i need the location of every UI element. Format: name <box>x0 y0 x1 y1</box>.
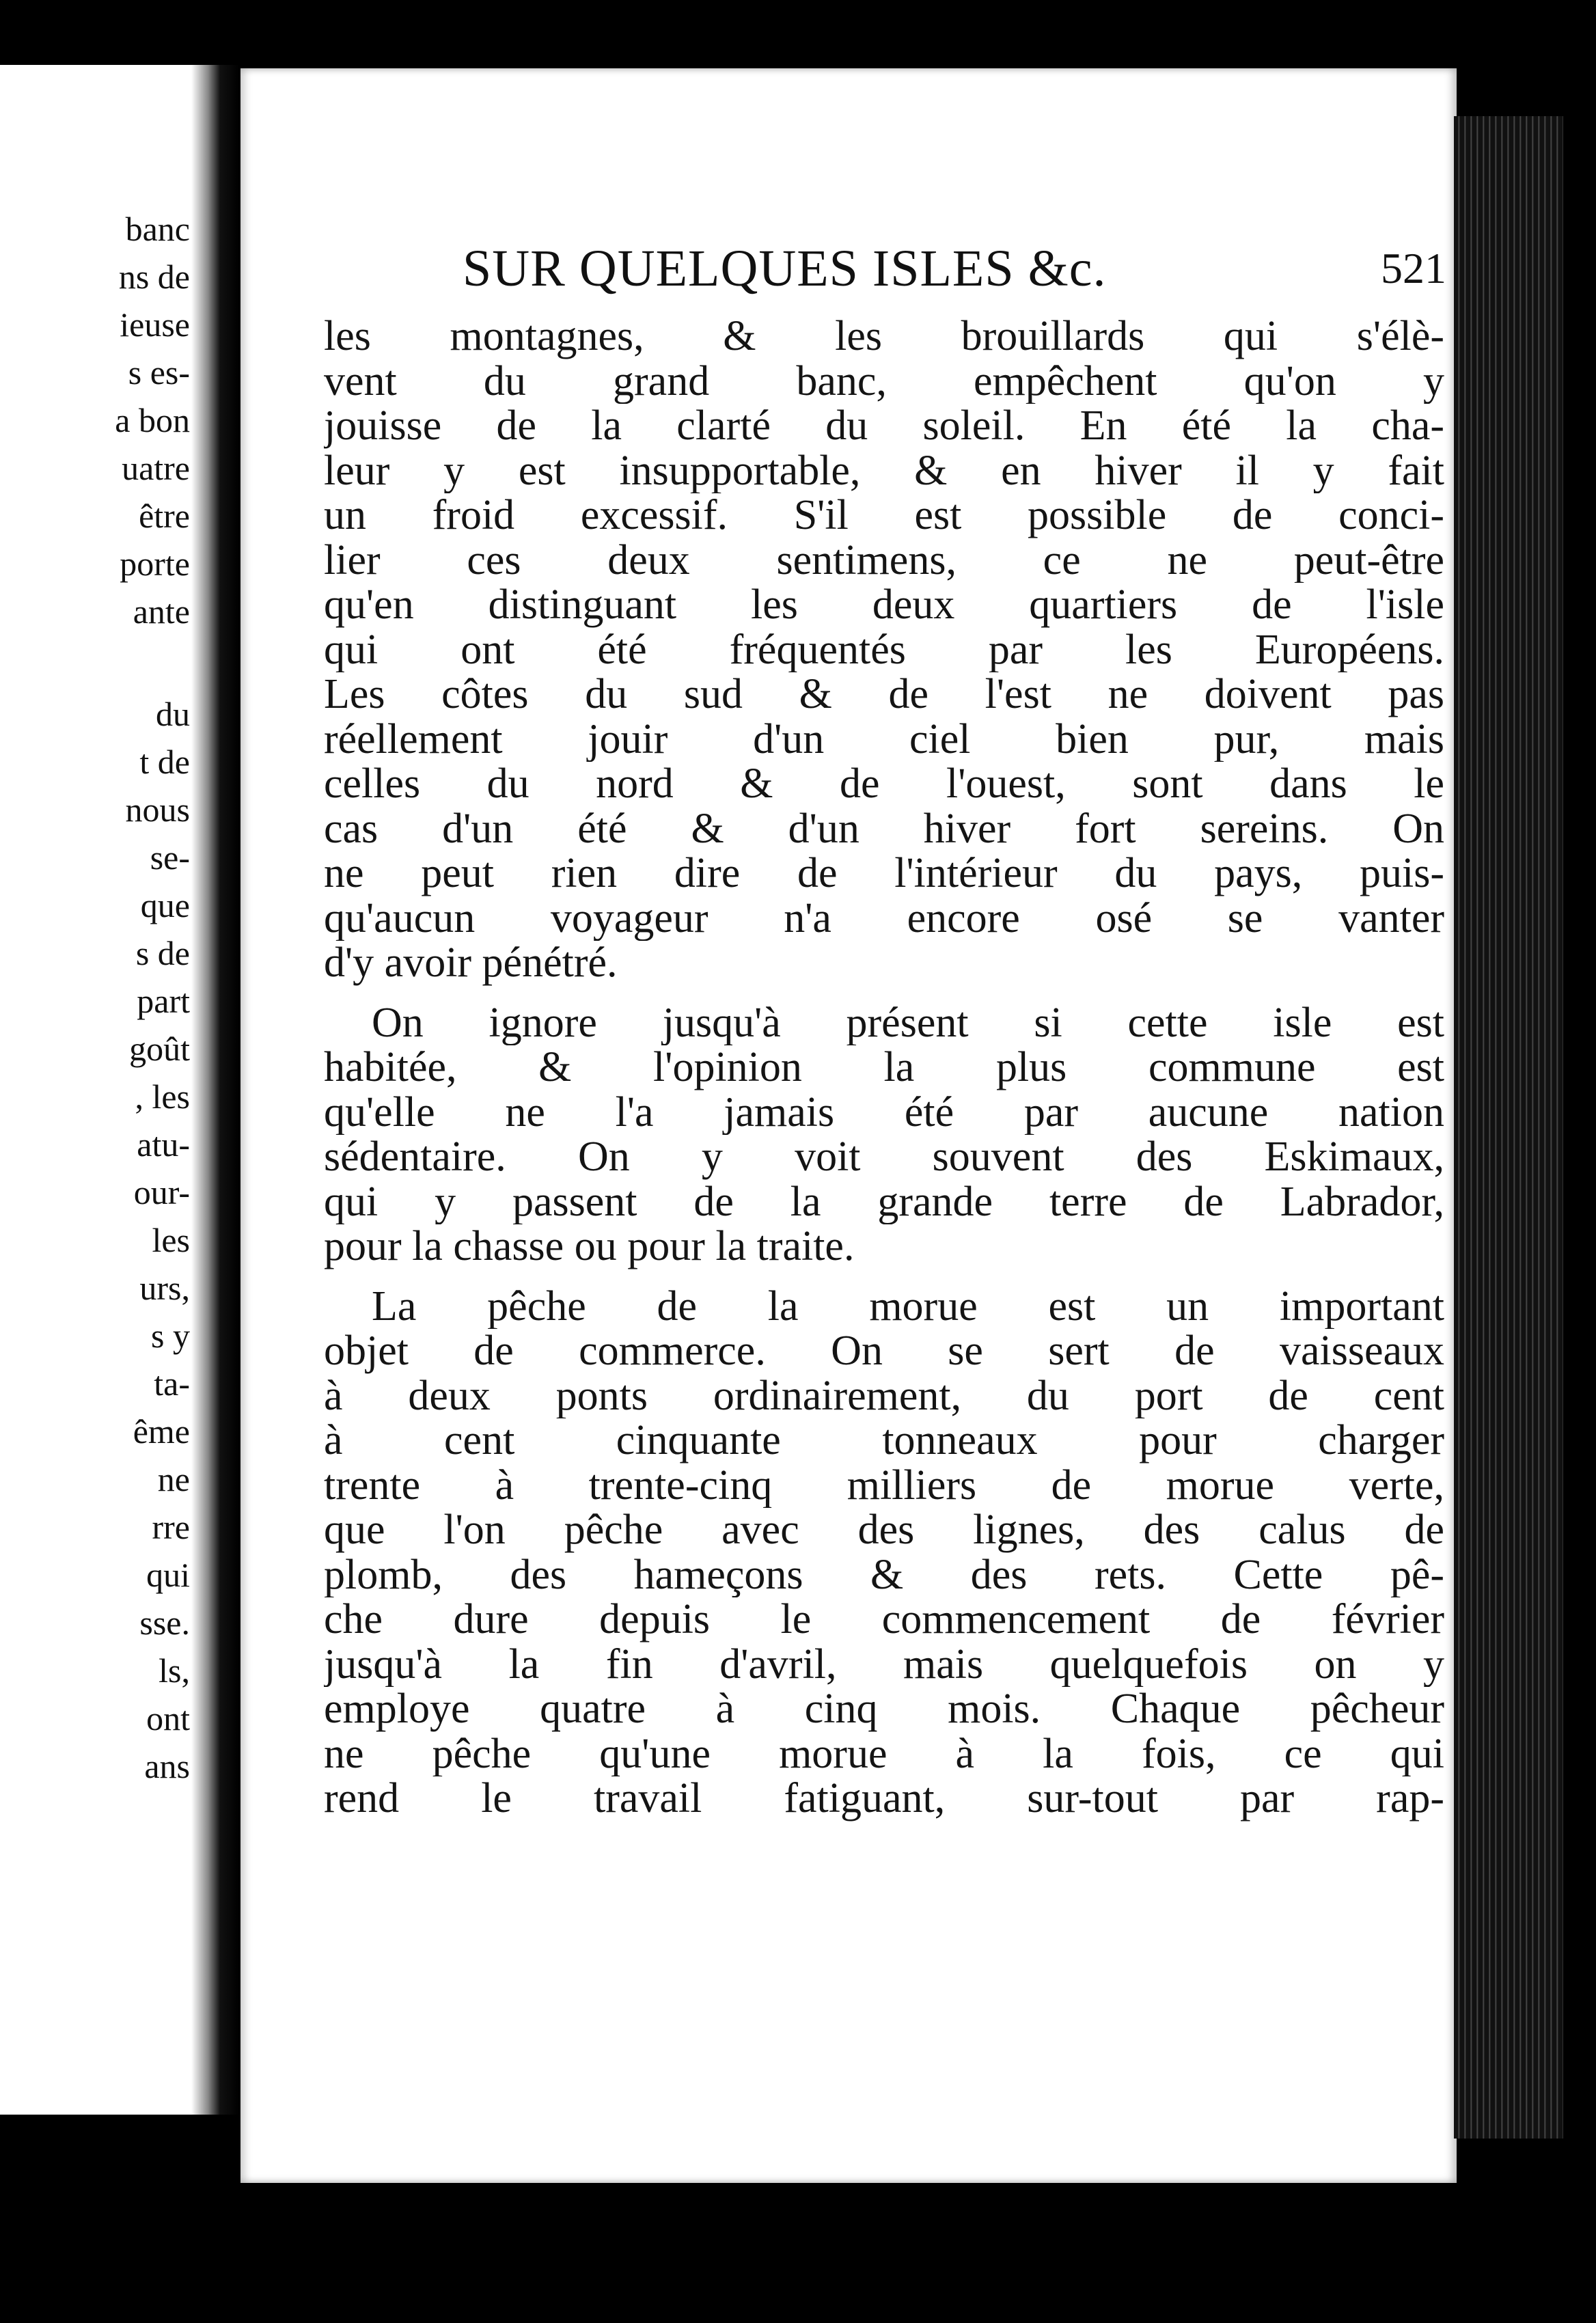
text-line: objet de commerce. On se sert de vaisseaux <box>324 1329 1444 1374</box>
left-page-line-fragment: ta- <box>154 1364 190 1403</box>
left-page-line-fragment: nous <box>125 791 190 829</box>
left-page-line-fragment: ont <box>146 1699 190 1737</box>
left-facing-page <box>0 65 202 2115</box>
text-line: habitée, & l'opinion la plus commune est <box>324 1045 1444 1090</box>
left-page-line-fragment: être <box>139 497 190 535</box>
left-page-line-fragment: s es- <box>128 353 190 391</box>
left-page-line-fragment: s de <box>135 934 190 972</box>
text-line: plomb, des hameçons & des rets. Cette pê- <box>324 1552 1444 1597</box>
text-line: vent du grand banc, empêchent qu'on y <box>324 359 1444 404</box>
text-line: un froid excessif. S'il est possible de conci- <box>324 493 1444 538</box>
left-page-line-fragment: ieuse <box>120 305 190 344</box>
left-page-line-fragment: our- <box>133 1173 190 1211</box>
left-page-line-fragment: sse. <box>139 1604 190 1642</box>
left-page-line-fragment: qui <box>146 1556 190 1594</box>
text-line: ne pêche qu'une morue à la fois, ce qui <box>324 1731 1444 1776</box>
left-page-line-fragment: s y <box>151 1317 190 1355</box>
text-line: que l'on pêche avec des lignes, des calus de <box>324 1508 1444 1553</box>
text-line: On ignore jusqu'à présent si cette isle est <box>372 1000 1444 1045</box>
left-page-line-fragment: ante <box>133 592 190 631</box>
left-page-line-fragment: les <box>152 1221 190 1259</box>
text-line: sédentaire. On y voit souvent des Eskimaux, <box>324 1135 1444 1180</box>
running-head-title: SUR QUELQUES ISLES &c. <box>463 240 1107 297</box>
text-line: lier ces deux sentimens, ce ne peut-être <box>324 538 1444 583</box>
text-line: jusqu'à la fin d'avril, mais quelquefois on y <box>324 1642 1444 1687</box>
left-page-line-fragment: t de <box>139 743 190 781</box>
left-page-line-fragment: ême <box>133 1412 190 1451</box>
left-page-line-fragment: , les <box>135 1077 190 1116</box>
left-page-line-fragment: se- <box>150 838 190 877</box>
left-page-line-fragment: que <box>140 886 190 924</box>
body-text <box>324 314 1444 1822</box>
left-page-line-fragment: du <box>156 695 190 733</box>
text-line: qu'en distinguant les deux quartiers de l'isle <box>324 583 1444 628</box>
text-line: employe quatre à cinq mois. Chaque pêcheur <box>324 1687 1444 1732</box>
text-line: qu'aucun voyageur n'a encore osé se vanter <box>324 896 1444 941</box>
paragraph <box>324 1001 1444 1269</box>
left-page-line-fragment: ls, <box>159 1651 190 1690</box>
paragraph <box>324 1284 1444 1822</box>
text-line: Les côtes du sud & de l'est ne doivent pas <box>324 672 1444 717</box>
text-line: pour la chasse ou pour la traite. <box>324 1224 855 1269</box>
left-page-line-fragment: porte <box>120 545 190 583</box>
text-line: rend le travail fatiguant, sur-tout par rap- <box>324 1776 1444 1822</box>
left-page-line-fragment: part <box>137 982 190 1020</box>
text-line: leur y est insupportable, & en hiver il y fait <box>324 448 1444 493</box>
left-page-line-fragment: ne <box>157 1460 190 1498</box>
left-page-line-fragment: urs, <box>139 1269 190 1307</box>
text-line: les montagnes, & les brouillards qui s'élè- <box>324 314 1444 359</box>
text-line: cas d'un été & d'un hiver fort sereins. On <box>324 806 1444 851</box>
text-line: réellement jouir d'un ciel bien pur, mais <box>324 717 1444 762</box>
text-line: à deux ponts ordinairement, du port de cent <box>324 1373 1444 1418</box>
left-page-line-fragment: rre <box>152 1508 190 1546</box>
running-head <box>463 239 1446 314</box>
left-page-line-fragment: atu- <box>137 1125 190 1164</box>
left-page-line-fragment: ns de <box>118 258 190 296</box>
paragraph <box>324 314 1444 986</box>
text-line: à cent cinquante tonneaux pour charger <box>324 1418 1444 1463</box>
text-line: che dure depuis le commencement de février <box>324 1597 1444 1642</box>
text-line: qu'elle ne l'a jamais été par aucune nation <box>324 1090 1444 1135</box>
text-line: ne peut rien dire de l'intérieur du pays, puis- <box>324 851 1444 896</box>
text-line: celles du nord & de l'ouest, sont dans le <box>324 762 1444 807</box>
left-page-line-fragment: uatre <box>122 449 190 487</box>
book-page <box>240 68 1457 2183</box>
page-edges <box>1454 116 1563 2139</box>
text-line: trente à trente-cinq milliers de morue verte, <box>324 1463 1444 1508</box>
left-page-line-fragment: ans <box>144 1747 190 1785</box>
text-line: La pêche de la morue est un important <box>372 1284 1444 1329</box>
page-number: 521 <box>1381 244 1446 292</box>
book-gutter <box>191 65 239 2115</box>
text-line: d'y avoir pénétré. <box>324 941 618 986</box>
text-line: jouisse de la clarté du soleil. En été la cha- <box>324 404 1444 449</box>
text-line: qui y passent de la grande terre de Labrador, <box>324 1179 1444 1224</box>
text-line: qui ont été fréquentés par les Européens. <box>324 627 1444 672</box>
left-page-line-fragment: goût <box>129 1030 190 1068</box>
left-page-line-fragment: banc <box>125 210 190 248</box>
left-page-line-fragment: a bon <box>115 401 190 439</box>
